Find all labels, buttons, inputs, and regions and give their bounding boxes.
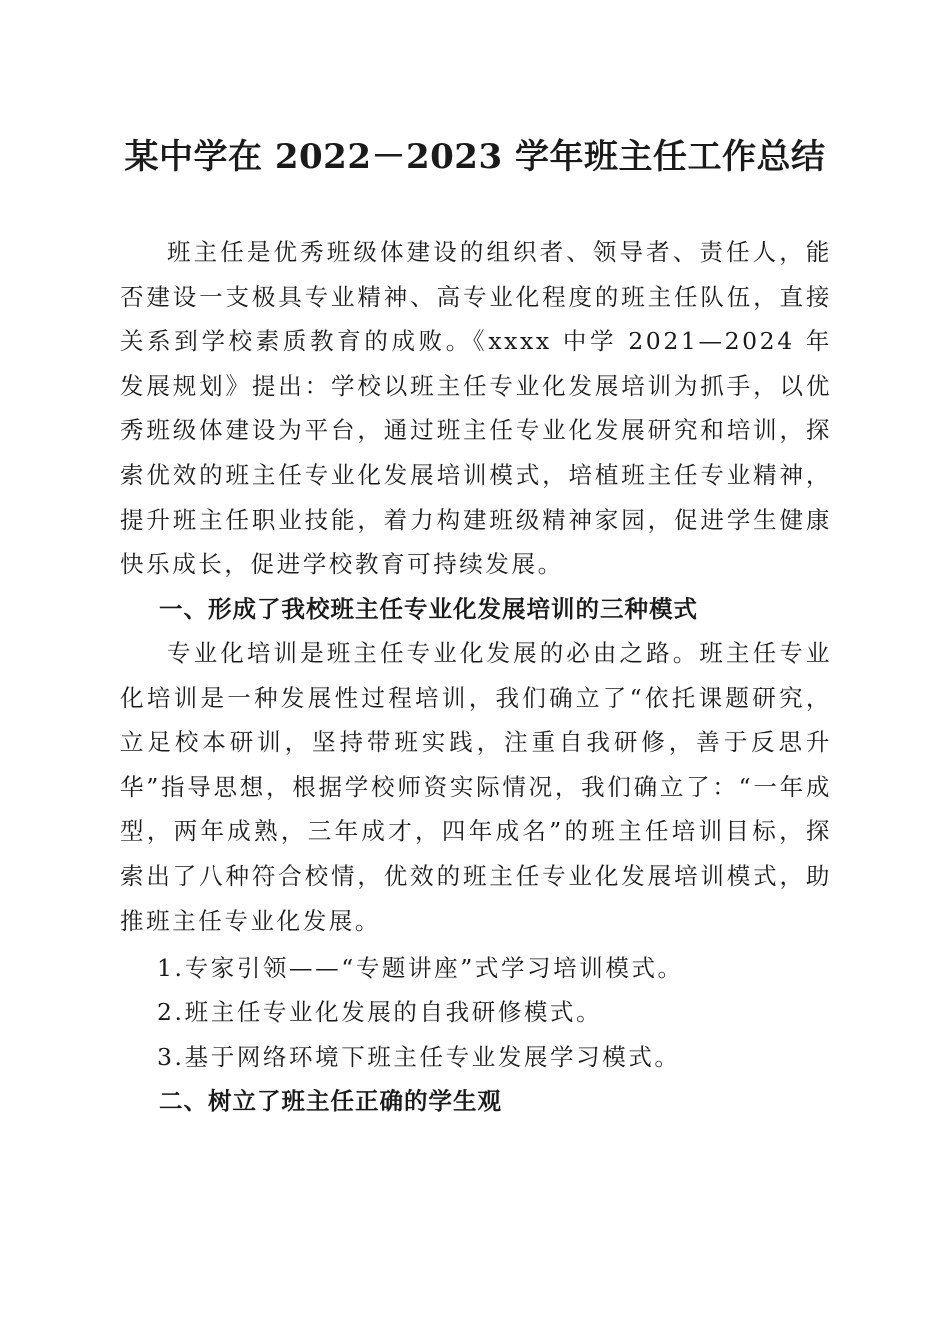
intro-paragraph: 班主任是优秀班级体建设的组织者、领导者、责任人，能否建设一支极具专业精神、高专业化程度的班主任队伍，直接关系到学校素质教育的成败。《xxxx 中学 2021—2024 年发展规划》提出：学校以班主任专业化发展培训为抓手，以优秀班级体建设为平台，通过班主任专业化发展研究和培训，探索优效的班主任专业化发展培训模式，培植班主任专业精神，提升班主任职业技能，着力构建班级精神家园，促进学生健康快乐成长，促进学校教育可持续发展。: [120, 238, 832, 579]
list-item: 3.基于网络环境下班主任专业发展学习模式。: [157, 1043, 681, 1071]
document-title: 某中学在 2022－2023 学年班主任工作总结: [124, 137, 826, 177]
list-item: 1.专家引领——“专题讲座”式学习培训模式。: [157, 954, 684, 982]
section-2-heading: 二、树立了班主任正确的学生观: [159, 1087, 502, 1115]
section-1-paragraph: 专业化培训是班主任专业化发展的必由之路。班主任专业化培训是一种发展性过程培训，我们确立了“依托课题研究，立足校本研训，坚持带班实践，注重自我研修，善于反思升华”指导思想，根据学校师资实际情况，我们确立了：“一年成型，两年成熟，三年成才，四年成名”的班主任培训目标，探索出了八种符合校情，优效的班主任专业化发展培训模式，助推班主任专业化发展。: [120, 639, 832, 935]
list-item: 2.班主任专业化发展的自我研修模式。: [157, 998, 603, 1026]
section-1-heading: 一、形成了我校班主任专业化发展培训的三种模式: [159, 595, 698, 623]
